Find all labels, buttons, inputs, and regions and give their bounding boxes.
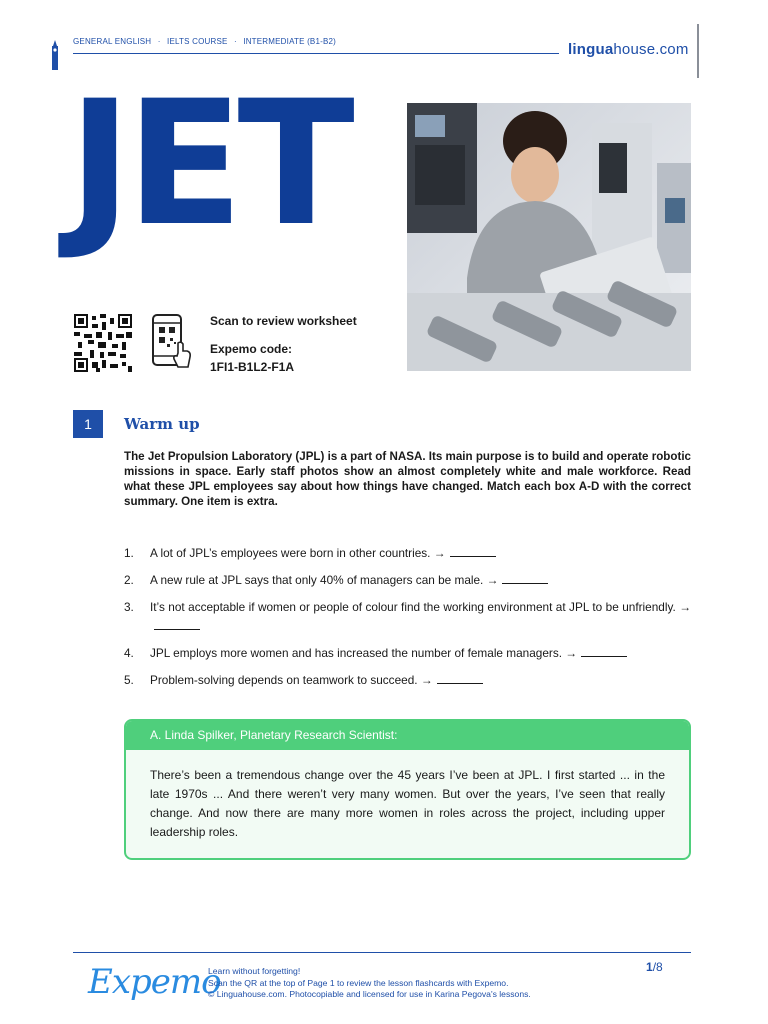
- section-title: Warm up: [124, 415, 200, 433]
- breadcrumb: [73, 37, 340, 46]
- page-number: [646, 960, 663, 974]
- answer-blank[interactable]: [154, 618, 200, 630]
- breadcrumb-item[interactable]: IELTS COURSE: [167, 37, 228, 46]
- expemo-logo[interactable]: Expemo: [88, 962, 221, 1002]
- answer-blank[interactable]: [581, 645, 627, 657]
- answer-blank[interactable]: [450, 545, 496, 557]
- item-text: It’s not acceptable if women or people of colour find the working environment at JPL to be unfriendly. →: [150, 600, 691, 614]
- header-vertical-divider: [697, 24, 699, 78]
- big-ben-icon: [50, 40, 60, 70]
- item-number: 1.: [124, 546, 134, 560]
- answer-blank[interactable]: [502, 572, 548, 584]
- qr-code-icon[interactable]: [74, 314, 132, 372]
- list-item: [124, 644, 691, 663]
- item-number: 4.: [124, 646, 134, 660]
- breadcrumb-item[interactable]: INTERMEDIATE (B1-B2): [243, 37, 337, 46]
- brand-bold: lingua: [568, 41, 614, 58]
- breadcrumb-separator: ·: [157, 37, 161, 46]
- page-title: JET: [68, 63, 349, 264]
- footer-text: [208, 966, 531, 1001]
- footer-instruction: Scan the QR at the top of Page 1 to review the lesson flashcards with Expemo.: [208, 977, 509, 988]
- quote-card-heading: A. Linda Spilker, Planetary Research Scientist:: [126, 721, 689, 750]
- section-intro: The Jet Propulsion Laboratory (JPL) is a part of NASA. Its main purpose is to build and operate robotic missions in space. Early staff photos show an almost completely white and male workforce. Read what these JPL employees say about how things have changed. Match each box A-D with the correct summary. One item is extra.: [124, 450, 691, 508]
- matching-list: [124, 544, 691, 698]
- hero-photo: [407, 103, 691, 371]
- page-current: 1: [646, 960, 653, 974]
- footer-tagline: Learn without forgetting!: [208, 966, 301, 976]
- quote-card: [124, 719, 691, 860]
- scan-info: [210, 312, 357, 376]
- answer-blank[interactable]: [437, 672, 483, 684]
- item-text: A new rule at JPL says that only 40% of managers can be male. →: [150, 573, 499, 587]
- list-item: [124, 671, 691, 690]
- page-total: /8: [652, 960, 663, 974]
- item-text: A lot of JPL’s employees were born in other countries. →: [150, 546, 446, 560]
- list-item: [124, 598, 691, 636]
- expemo-code-label: Expemo code:: [210, 342, 293, 356]
- item-number: 2.: [124, 573, 134, 587]
- item-text: Problem-solving depends on teamwork to succeed. →: [150, 673, 433, 687]
- scan-label: Scan to review worksheet: [210, 314, 357, 328]
- breadcrumb-item[interactable]: GENERAL ENGLISH: [73, 37, 152, 46]
- brand-logo[interactable]: [568, 41, 689, 58]
- item-number: 5.: [124, 673, 134, 687]
- header-divider: [73, 53, 559, 54]
- brand-rest: house.com: [613, 41, 689, 58]
- phone-scan-icon: [150, 313, 192, 371]
- footer-copyright: © Linguahouse.com. Photocopiable and licensed for use in Karina Pegova's lessons.: [208, 989, 531, 999]
- page-header: [50, 28, 700, 68]
- list-item: [124, 571, 691, 590]
- expemo-code: 1FI1-B1L2-F1A: [210, 360, 295, 374]
- item-number: 3.: [124, 600, 134, 614]
- breadcrumb-separator: ·: [233, 37, 237, 46]
- section-number: 1: [73, 410, 103, 438]
- list-item: [124, 544, 691, 563]
- item-text: JPL employs more women and has increased the number of female managers. →: [150, 646, 578, 660]
- quote-card-body: There’s been a tremendous change over the 45 years I’ve been at JPL. I first started ... in the late 1970s ... And there weren’t very many women. But over the years, I’ve seen that really change. And now there are many more women in roles across the project, including upper leadership roles.: [150, 768, 665, 839]
- footer-divider: [73, 952, 691, 953]
